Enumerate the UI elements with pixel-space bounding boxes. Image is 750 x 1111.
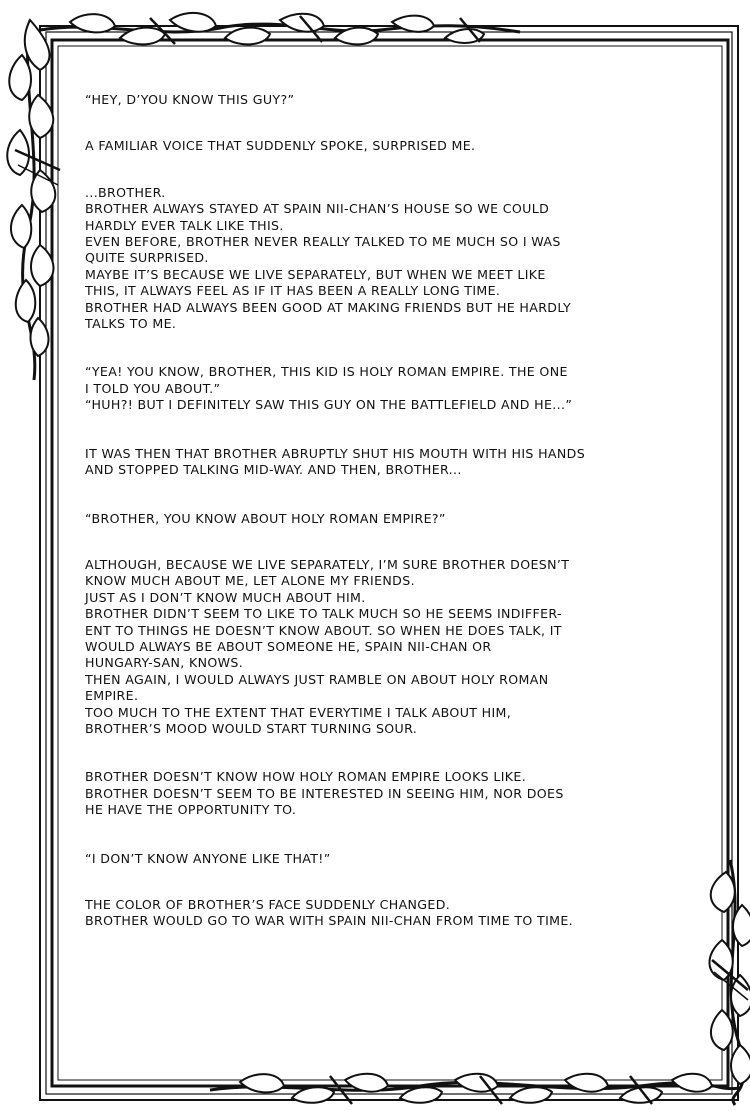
text-line: TOO MUCH TO THE EXTENT THAT EVERYTIME I TALK ABOUT HIM, [85,704,512,720]
text-line: KNOW MUCH ABOUT ME, LET ALONE MY FRIENDS. [85,573,415,589]
text-line: BROTHER DIDN’T SEEM TO LIKE TO TALK MUCH SO HE SEEMS INDIFFER- [85,606,562,622]
paragraph [85,897,675,930]
text-line: BROTHER HAD ALWAYS BEEN GOOD AT MAKING FRIENDS BUT HE HARDLY [85,299,572,315]
text-line: EMPIRE. [85,688,139,704]
paragraph [85,851,675,867]
text-line: “HUH?! BUT I DEFINITELY SAW THIS GUY ON THE BATTLEFIELD AND HE...” [85,397,573,413]
paragraph [85,185,675,333]
text-line: THE COLOR OF BROTHER’S FACE SUDDENLY CHANGED. [85,897,451,912]
paragraph [85,511,675,527]
text-line: THEN AGAIN, I WOULD ALWAYS JUST RAMBLE ON ABOUT HOLY ROMAN [85,671,549,687]
text-line: QUITE SURPRISED. [85,250,209,266]
story-text [85,92,675,962]
paragraph [85,557,675,737]
paragraph [85,138,675,154]
paragraph [85,364,675,413]
text-line: AND STOPPED TALKING MID-WAY. AND THEN, BROTHER... [85,462,462,478]
text-line: BROTHER ALWAYS STAYED AT SPAIN NII-CHAN’S HOUSE SO WE COULD [85,201,550,217]
text-line: “YEA! YOU KNOW, BROTHER, THIS KID IS HOLY ROMAN EMPIRE. THE ONE [85,364,568,380]
text-line: ...BROTHER. [85,184,166,200]
text-line: BROTHER’S MOOD WOULD START TURNING SOUR. [85,720,418,736]
laurel-vine-right-icon [709,860,750,1105]
text-line: BROTHER DOESN’T SEEM TO BE INTERESTED IN SEEING HIM, NOR DOES [85,785,564,801]
text-line: TALKS TO ME. [85,316,177,332]
text-line: “I DON’T KNOW ANYONE LIKE THAT!” [85,850,331,866]
paragraph [85,769,675,818]
text-line: “HEY, D’YOU KNOW THIS GUY?” [85,92,295,107]
paragraph [85,92,675,108]
text-line: ALTHOUGH, BECAUSE WE LIVE SEPARATELY, I’M SURE BROTHER DOESN’T [85,556,570,572]
text-line: EVEN BEFORE, BROTHER NEVER REALLY TALKED TO ME MUCH SO I WAS [85,234,561,250]
text-line: THIS, IT ALWAYS FEEL AS IF IT HAS BEEN A REALLY LONG TIME. [85,283,501,299]
paragraph [85,446,675,479]
text-line: A FAMILIAR VOICE THAT SUDDENLY SPOKE, SURPRISED ME. [85,138,476,154]
text-line: WOULD ALWAYS BE ABOUT SOMEONE HE, SPAIN NII-CHAN OR [85,638,492,654]
text-line: JUST AS I DON’T KNOW MUCH ABOUT HIM. [85,589,366,605]
text-line: HE HAVE THE OPPORTUNITY TO. [85,802,297,818]
text-line: I TOLD YOU ABOUT.” [85,380,221,396]
text-line: MAYBE IT’S BECAUSE WE LIVE SEPARATELY, BUT WHEN WE MEET LIKE [85,266,546,282]
text-line: IT WAS THEN THAT BROTHER ABRUPTLY SHUT HIS MOUTH WITH HIS HANDS [85,445,586,461]
text-line: BROTHER WOULD GO TO WAR WITH SPAIN NII-CHAN FROM TIME TO TIME. [85,913,574,929]
text-line: “BROTHER, YOU KNOW ABOUT HOLY ROMAN EMPIRE?” [85,510,446,526]
text-line: HARDLY EVER TALK LIKE THIS. [85,217,284,233]
text-line: HUNGARY-SAN, KNOWS. [85,655,244,671]
text-line: BROTHER DOESN’T KNOW HOW HOLY ROMAN EMPIRE LOOKS LIKE. [85,769,527,785]
text-line: ENT TO THINGS HE DOESN’T KNOW ABOUT. SO WHEN HE DOES TALK, IT [85,622,562,638]
